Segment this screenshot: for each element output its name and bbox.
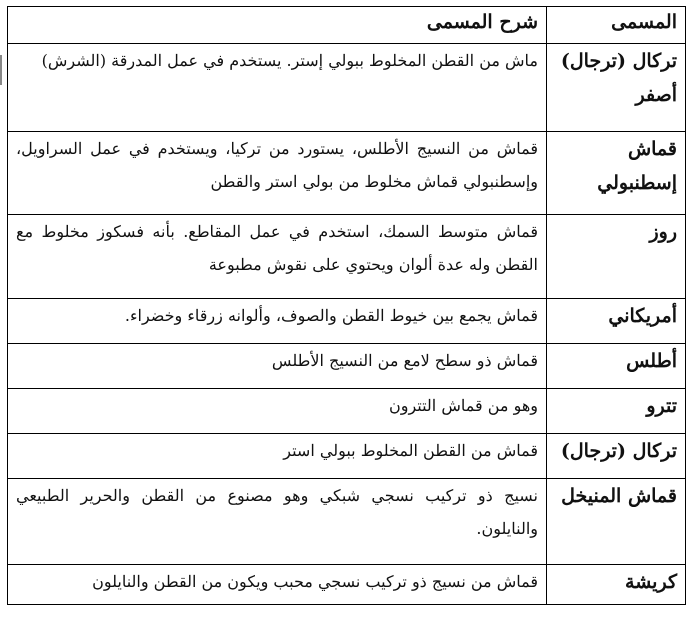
header-term-label: المسمى	[611, 11, 677, 33]
description-text: قماش من القطن المخلوط ببولي استر	[283, 441, 538, 460]
header-description-label: شرح المسمى	[426, 11, 538, 33]
term-text: تركال (ترجال) أصفر	[560, 50, 677, 106]
term-text: أطلس	[626, 350, 677, 372]
description-text: قماش من نسيج ذو تركيب نسجي محبب ويكون من القطن والنايلون	[92, 572, 538, 591]
table-row	[8, 434, 686, 479]
term-text: أمريكاني	[608, 305, 677, 327]
description-text: وهو من قماش التترون	[388, 396, 538, 415]
description-text: قماش من النسيج الأطلس، يستورد من تركيا، ويستخدم في عمل السراويل، وإسطنبولي قماش مخلوط من بولي استر والقطن	[16, 139, 538, 191]
fabric-glossary-table-container	[7, 6, 685, 605]
table-row	[8, 565, 686, 605]
term-text: تترو	[646, 395, 677, 417]
term-cell	[547, 389, 686, 434]
description-cell	[8, 44, 547, 132]
description-cell	[8, 434, 547, 479]
term-cell	[547, 299, 686, 344]
term-cell	[547, 565, 686, 605]
term-cell	[547, 44, 686, 132]
description-cell	[8, 132, 547, 215]
description-cell	[8, 344, 547, 389]
term-text: قماش إسطنبولي	[597, 138, 677, 194]
description-text: ماش من القطن المخلوط ببولي إستر. يستخدم في عمل المدرقة (الشرش)	[41, 51, 538, 70]
description-text: نسيج ذو تركيب نسجي شبكي وهو مصنوع من القطن والحرير الطبيعي والنايلون.	[16, 486, 539, 538]
term-text: قماش المنيخل	[561, 485, 677, 507]
term-cell	[547, 344, 686, 389]
table-row	[8, 389, 686, 434]
description-cell	[8, 215, 547, 299]
table-row	[8, 344, 686, 389]
table-row	[8, 299, 686, 344]
description-text: قماش ذو سطح لامع من النسيج الأطلس	[271, 351, 538, 370]
header-description-cell	[8, 7, 547, 44]
description-cell	[8, 299, 547, 344]
table-header-row	[8, 7, 686, 44]
term-cell	[547, 215, 686, 299]
description-text: قماش يجمع بين خيوط القطن والصوف، وألوانه زرقاء وخضراء.	[124, 306, 538, 325]
description-text: قماش متوسط السمك، استخدم في عمل المقاطع. بأنه فسكوز مخلوط مع القطن وله عدة ألوان ويحتوي على نقوش مطبوعة	[16, 222, 538, 274]
header-term-cell	[547, 7, 686, 44]
table-row	[8, 479, 686, 565]
description-cell	[8, 389, 547, 434]
term-text: كريشة	[625, 571, 677, 593]
page-edge-mark	[0, 55, 2, 85]
term-text: تركال (ترجال)	[560, 440, 677, 462]
table-row	[8, 215, 686, 299]
term-cell	[547, 479, 686, 565]
term-cell	[547, 132, 686, 215]
description-cell	[8, 565, 547, 605]
description-cell	[8, 479, 547, 565]
term-text: روز	[649, 221, 677, 243]
table-row	[8, 44, 686, 132]
table-row	[8, 132, 686, 215]
fabric-glossary-table	[7, 6, 686, 605]
term-cell	[547, 434, 686, 479]
